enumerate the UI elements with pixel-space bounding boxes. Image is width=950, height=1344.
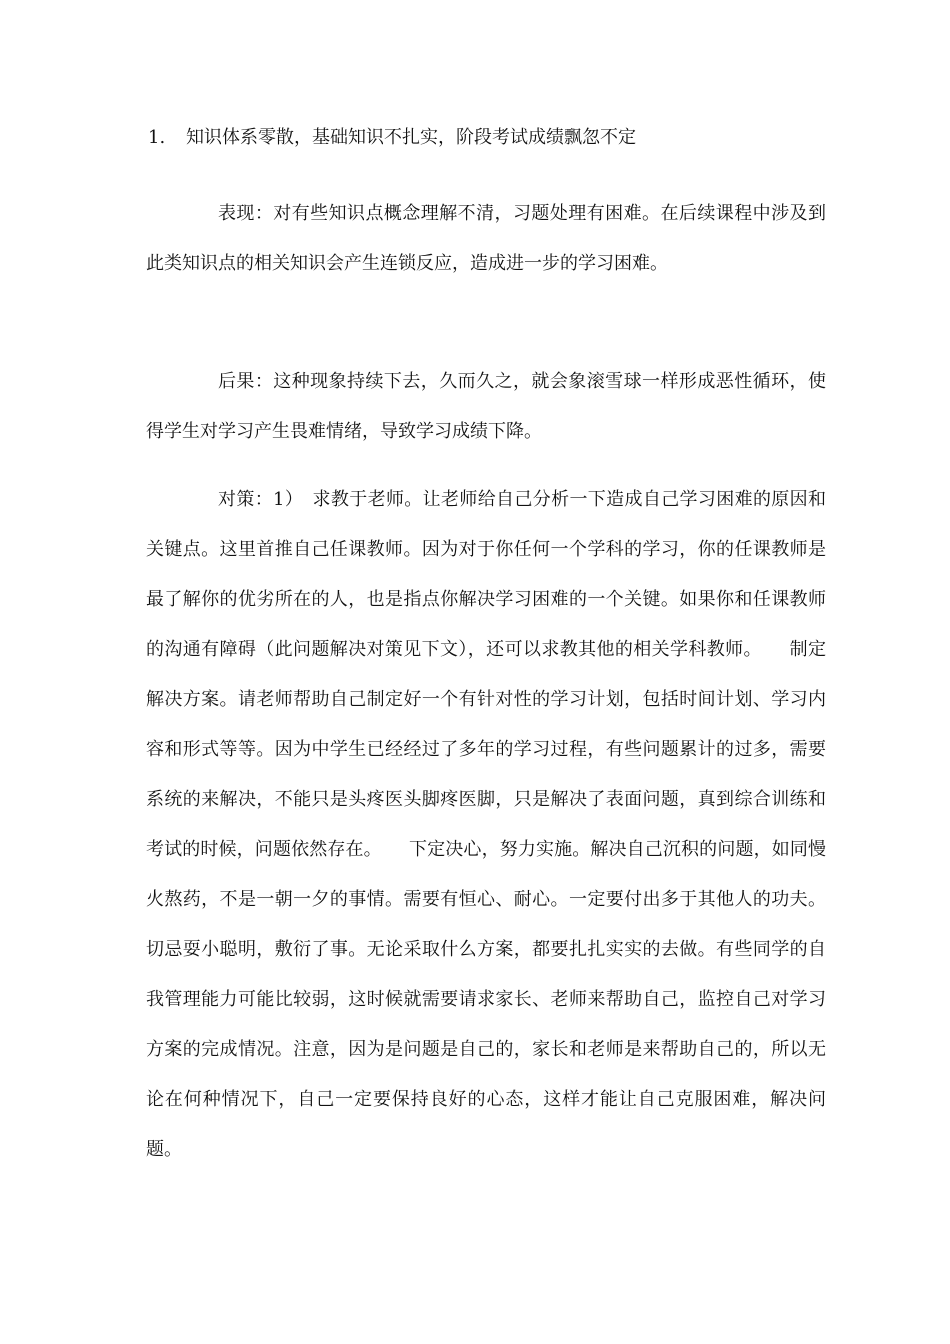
- paragraph-strategy: 对策：1） 求教于老师。让老师给自己分析一下造成自己学习困难的原因和关键点。这里首推自己任课教师。因为对于你任何一个学科的学习，你的任课教师是最了解你的优劣所在的人，也是指点你解决学习困难的一个关键。如果你和任课教师的沟通有障碍（此问题解决对策见下文），还可以求教其他的相关学科教师。 制定解决方案。请老师帮助自己制定好一个有针对性的学习计划，包括时间计划、学习内容和形式等等。因为中学生已经经过了多年的学习过程，有些问题累计的过多，需要系统的来解决，不能只是头疼医头脚疼医脚，只是解决了表面问题，真到综合训练和考试的时候，问题依然存在。 下定决心，努力实施。解决自己沉积的问题，如同慢火熬药，不是一朝一夕的事情。需要有恒心、耐心。一定要付出多于其他人的功夫。切忌耍小聪明，敷衍了事。无论采取什么方案，都要扎扎实实的去做。有些同学的自我管理能力可能比较弱，这时候就需要请求家长、老师来帮助自己，监控自己对学习方案的完成情况。注意，因为是问题是自己的，家长和老师是来帮助自己的，所以无论在何种情况下，自己一定要保持良好的心态，这样才能让自己克服困难，解决问题。: [146, 489, 826, 1160]
- paragraph-manifestation: 表现：对有些知识点概念理解不清，习题处理有困难。在后续课程中涉及到此类知识点的相关知识会产生连锁反应，造成进一步的学习困难。: [146, 203, 826, 274]
- paragraph-consequence: 后果：这种现象持续下去，久而久之，就会象滚雪球一样形成恶性循环，使得学生对学习产生畏难情绪，导致学习成绩下降。: [146, 371, 826, 442]
- section-heading: [148, 123, 828, 153]
- section-number: 1.: [148, 127, 166, 148]
- section-title: 知识体系零散，基础知识不扎实，阶段考试成绩飘忽不定: [186, 127, 636, 148]
